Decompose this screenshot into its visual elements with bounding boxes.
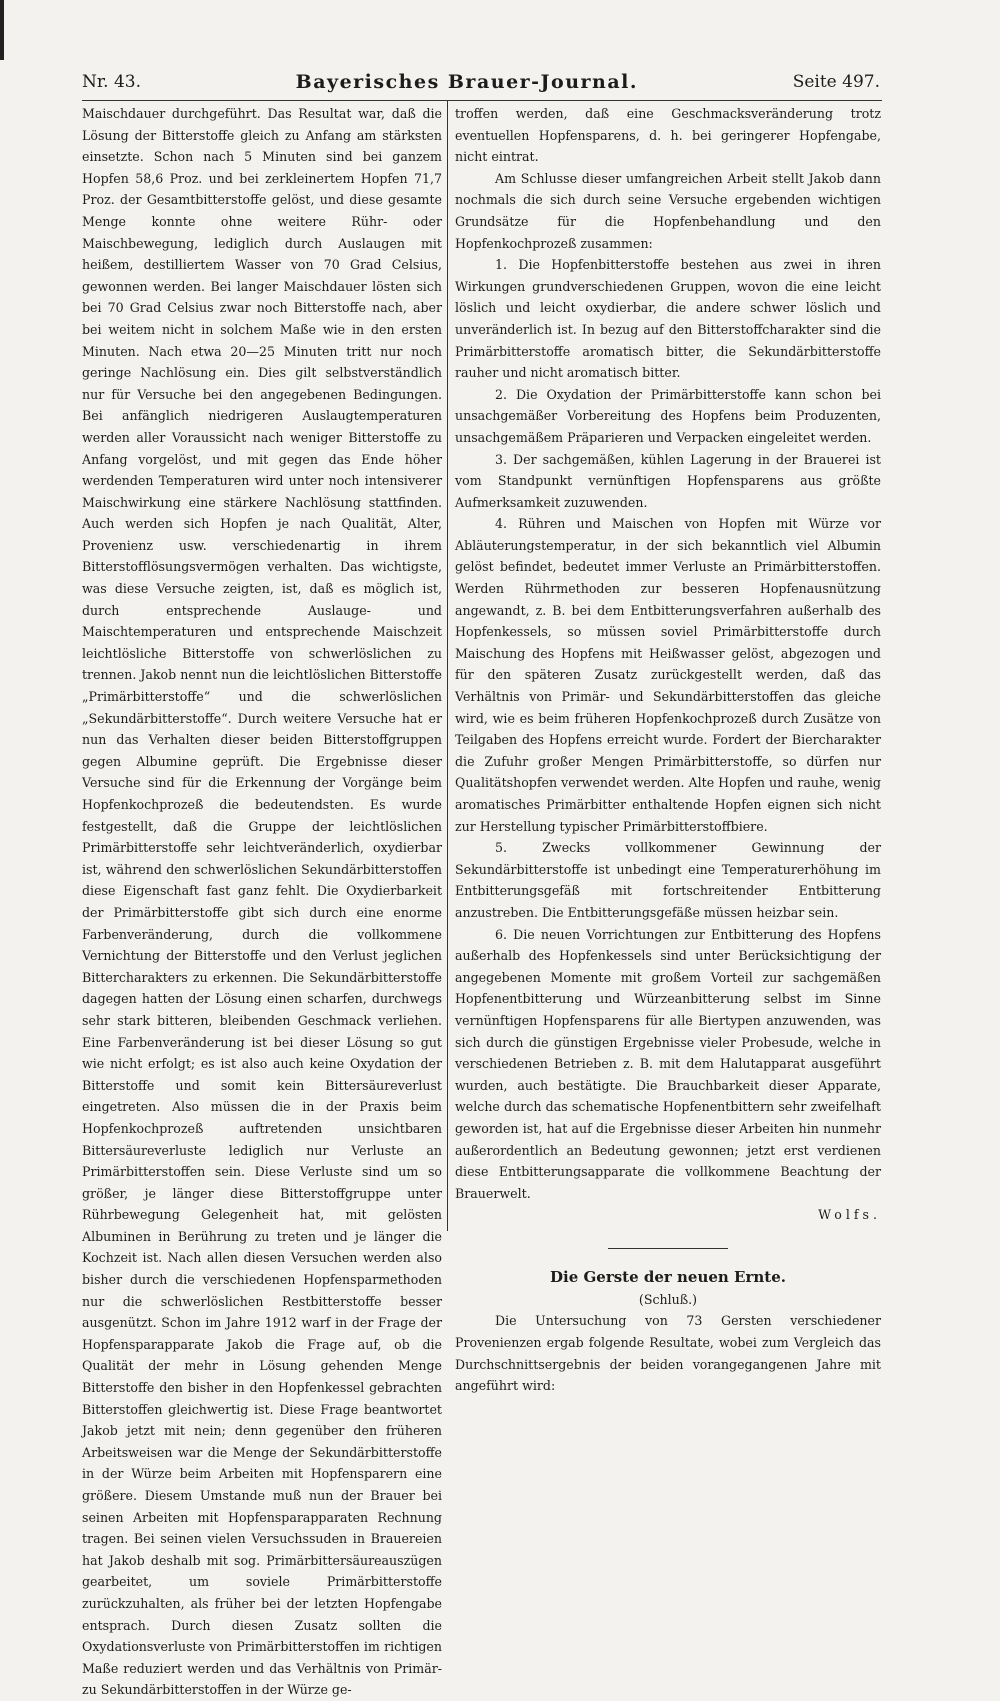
list-item: 1. Die Hopfenbitterstoffe bestehen aus zwei in ihren Wirkungen grundverschiedenen Gruppen, wovon die eine leicht löslich und leicht oxydierbar, die andere schwer löslich und unveränderlich ist. In bezug auf den Bitterstoffcharakter sind die Primärbitterstoffe aromatisch bitter, die Sekundärbitterstoffe rauher und nicht aromatisch bitter. [455,257,881,381]
list-item: 6. Die neuen Vorrichtungen zur Entbitterung des Hopfens außerhalb des Hopfenkessels sind unter Berücksichtigung der angegebenen Momente mit großem Vorteil zur sachgemäßen Hopfenentbitterung und Würzeanbitterung selbst im Sinne vernünftigen Hopfensparens für alle Biertypen anzuwenden, was sich durch die günstigen Ergebnisse vieler Probesude, welche in verschiedenen Betrieben z. B. mit dem Halutapparat ausgeführt wurden, auch bestätigte. Die Brauchbarkeit dieser Apparate, welche durch das schematische Hopfenentbittern sehr zweifelhaft geworden ist, hat auf die Ergebnisse dieser Arbeiten hin nunmehr außerordentlich an Bedeutung gewonnen; jetzt erst verdienen diese Entbitterungsapparate die vollkommene Beachtung der Brauerwelt. [455,926,881,1201]
list-item: 4. Rühren und Maischen von Hopfen mit Würze vor Abläuterungstemperatur, in der sich bekanntlich viel Albumin gelöst befindet, bedeutet immer Verluste an Primärbitterstoffen. Werden Rührmethoden zur besseren Hopfenausnützung angewandt, z. B. bei dem Entbitterungsverfahren außerhalb des Hopfenkessels, so müssen soviel Primärbitterstoffe durch Maischung des Hopfens mit Heißwasser gelöst, abgezogen und für den späteren Zusatz zurückgestellt werden, daß das Verhältnis von Primär- und Sekundärbitterstoffen das gleiche wird, wie es beim früheren Hopfenkochprozeß durch Zusätze von Teilgaben des Hopfens erreicht wurde. Fordert der Biercharakter die Zufuhr großer Mengen Primärbitterstoffe, so dürfen nur Qualitätshopfen verwendet werden. Alte Hopfen und rauhe, wenig aromatisches Primärbitter enthaltende Hopfen eignen sich nicht zur Herstellung typischer Primärbitterstoffbiere. [455,516,881,834]
journal-title: Bayerisches Brauer-Journal. [295,71,639,93]
section-divider [608,1248,728,1249]
paragraph: Maischdauer durchgeführt. Das Resultat war, daß die Lösung der Bitterstoffe gleich zu Anfang am stärksten einsetzte. Schon nach 5 Minuten sind bei ganzem Hopfen 58,6 Proz. und bei zerkleinertem Hopfen 71,7 Proz. der Gesamtbitterstoffe gelöst, und diese gesamte Menge konnte ohne weitere Rühr- oder Maischbewegung, lediglich durch Auslaugen mit heißem, destilliertem Wasser von 70 Grad Celsius, gewonnen werden. Bei langer Maischdauer lösten sich bei 70 Grad Celsius zwar noch Bitterstoffe nach, aber bei weitem nicht in solchem Maße wie in den ersten Minuten. Nach etwa 20—25 Minuten tritt nur noch geringe Nachlösung ein. Dies gilt selbstverständlich nur für Versuche bei den angegebenen Bedingungen. Bei anfänglich niedrigeren Auslaugtemperaturen werden aller Voraussicht nach weniger Bitterstoffe zu Anfang vorgelöst, und mit gegen das Ende höher werdenden Temperaturen wird unter noch intensiverer Maischwirkung eine stärkere Nachlösung stattfinden. Auch werden sich Hopfen je nach Qualität, Alter, Provenienz usw. verschiedenartig in ihrem Bitterstofflösungsvermögen verhalten. Das wichtigste, was diese Versuche zeigten, ist, daß es möglich ist, durch entsprechende Auslauge- und Maischtemperaturen und entsprechende Maischzeit leichtlösliche Bitterstoffe von schwerlöslichen zu trennen. Jakob nennt nun die leichtlöslichen Bitterstoffe „Primärbitterstoffe“ und die schwerlöslichen „Sekundärbitterstoffe“. Durch weitere Versuche hat er nun das Verhalten dieser beiden Bitterstoffgruppen gegen Albumine geprüft. Die Ergebnisse dieser Versuche sind für die Erkennung der Vorgänge beim Hopfenkochprozeß die bedeutendsten. Es wurde festgestellt, daß die Gruppe der leichtlöslichen Primärbitterstoffe sehr leichtveränderlich, oxydierbar ist, während den schwerlöslichen Sekundärbitterstoffen diese Eigenschaft fast ganz fehlt. Die Oxydierbarkeit der Primärbitterstoffe gibt sich durch eine enorme Farbenveränderung, durch die vollkommene Vernichtung der Bitterstoffe und den Verlust jeglichen Bittercharakters zu erkennen. Die Sekundärbitterstoffe dagegen hatten der Lösung einen scharfen, durchwegs sehr stark bitteren, bleibenden Geschmack verliehen. Eine Farbenveränderung ist bei dieser Lösung so gut wie nicht erfolgt; es ist also auch keine Oxydation der Bitterstoffe und somit kein Bittersäureverlust eingetreten. Also müssen die in der Praxis beim Hopfenkochprozeß auftretenden unsichtbaren Bittersäureverluste lediglich nur Verluste an Primärbitterstoffen sein. Diese Verluste sind um so größer, je länger diese Bitterstoffgruppe unter Rührbewegung Gelegenheit hat, mit gelösten Albuminen in Berührung zu treten und je länger die Kochzeit ist. Nach allen diesen Versuchen werden also bisher durch die verschiedenen Hopfensparmethoden nur die schwerlöslichen Restbitterstoffe besser ausgenützt. Schon im Jahre 1912 warf in der Frage der Hopfensparapparate Jakob die Frage auf, ob die Qualität der mehr in Lösung gehenden Menge Bitterstoffe den bisher in den Hopfenkessel gebrachten Bitterstoffen gleichwertig ist. Diese Frage beantwortet Jakob jetzt mit nein; denn gegenüber den früheren Arbeitsweisen war die Menge der Sekundärbitterstoffe in der Würze beim Arbeiten mit Hopfensparern eine größere. Diesem Umstande muß nun der Brauer bei seinen Arbeiten mit Hopfensparapparaten Rechnung tragen. Bei seinen vielen Versuchssuden in Brauereien hat Jakob deshalb mit sog. Primärbittersäureauszügen gearbeitet, um soviele Primärbitterstoffe zurückzuhalten, als früher bei der letzten Hopfengabe entsprach. Durch diesen Zusatz sollten die Oxydationsverluste von Primärbitterstoffen im richtigen Maße reduziert werden und das Verhältnis von Primär- zu Sekundärbitterstoffen in der Würze ge- [82,106,442,1698]
page-number: Seite 497. [792,72,880,92]
paragraph: Die Untersuchung von 73 Gersten verschiedener Provenienzen ergab folgende Resultate, wobei zum Vergleich das Durchschnittsergebnis der beiden vorangegangenen Jahre mit angeführt wird: [455,1313,881,1394]
section-title: Die Gerste der neuen Ernte. [550,1267,786,1286]
section-subtitle: (Schluß.) [638,1291,698,1307]
page-header [82,68,880,96]
header-rule [82,100,882,101]
list-item: 3. Der sachgemäßen, kühlen Lagerung in der Brauerei ist vom Standpunkt vernünftigen Hopfensparens aus größte Aufmerksamkeit zuzuwenden. [455,451,881,510]
right-column [455,103,881,1397]
issue-number: Nr. 43. [82,72,141,92]
paragraph: troffen werden, daß eine Geschmacksveränderung trotz eventuellen Hopfensparens, d. h. bei geringerer Hopfengabe, nicht eintrat. [455,106,881,165]
column-divider [447,101,448,1231]
list-item: 5. Zwecks vollkommener Gewinnung der Sekundärbitterstoffe ist unbedingt eine Temperaturerhöhung im Entbitterungsgefäß mit fortschreitender Entbitterung anzustreben. Die Entbitterungsgefäße müssen heizbar sein. [455,840,881,920]
list-item: 2. Die Oxydation der Primärbitterstoffe kann schon bei unsachgemäßer Vorbereitung des Hopfens beim Produzenten, unsachgemäßem Präparieren und Verpacken eingeleitet werden. [455,386,881,445]
author-signature: Wolfs. [818,1207,881,1223]
scan-edge-mark [0,0,4,60]
paragraph: Am Schlusse dieser umfangreichen Arbeit stellt Jakob dann nochmals die sich durch seine Versuche ergebenden wichtigen Grundsätze für die Hopfenbehandlung und den Hopfenkochprozeß zusammen: [455,170,881,251]
left-column [82,103,442,1701]
